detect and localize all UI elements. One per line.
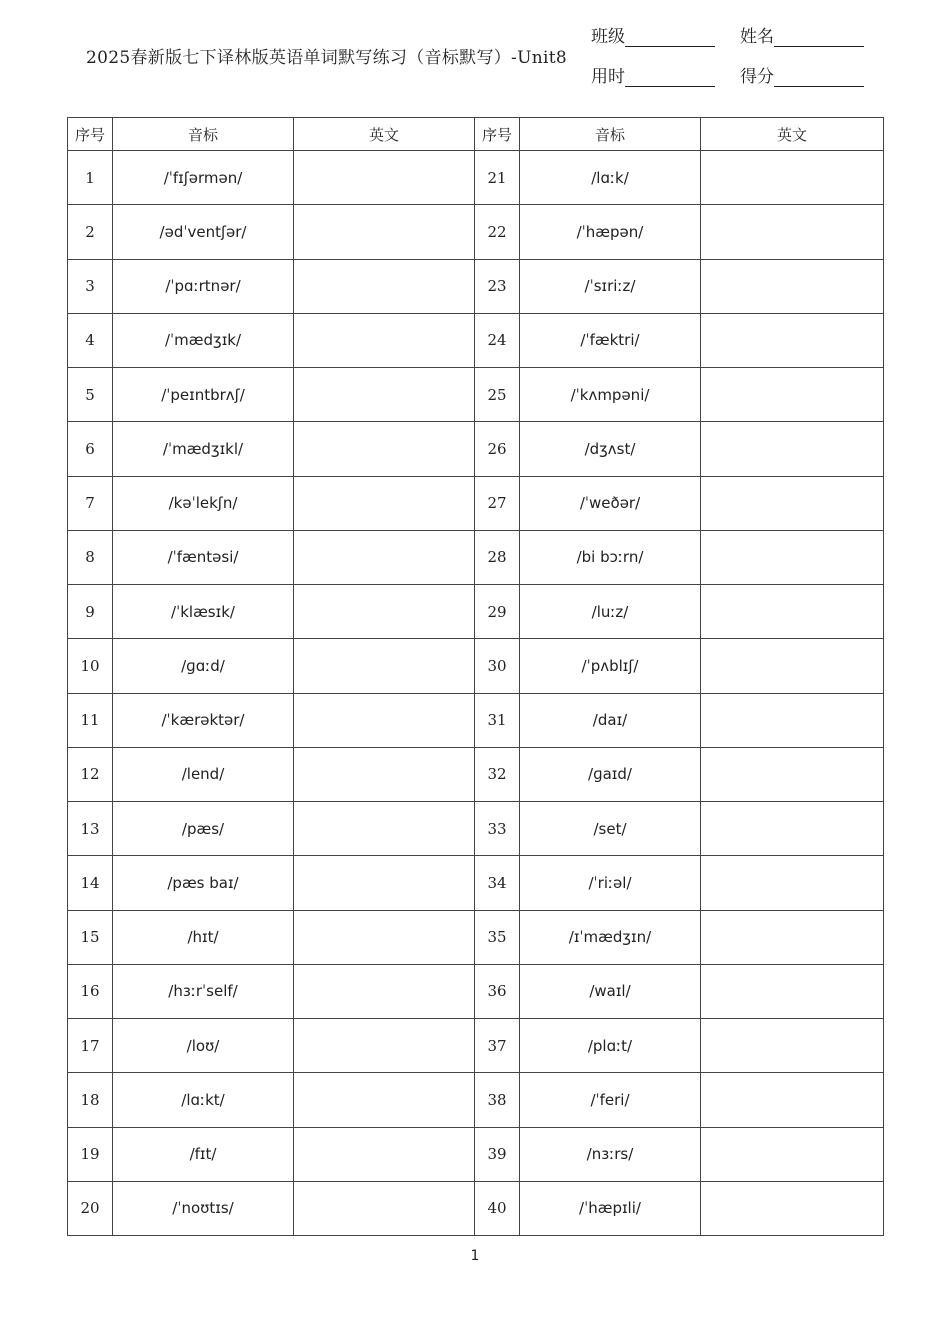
answer-cell-right[interactable] (701, 585, 884, 639)
answer-cell-left[interactable] (294, 1019, 475, 1073)
answer-cell-left[interactable] (294, 802, 475, 856)
phonetic-right: /ˈriːəl/ (520, 856, 701, 910)
phonetic-right: /luːz/ (520, 585, 701, 639)
answer-cell-left[interactable] (294, 476, 475, 530)
phonetic-left: /ədˈventʃər/ (113, 205, 294, 259)
time-blank[interactable] (625, 66, 715, 87)
row-number-right: 28 (475, 530, 520, 584)
row-number-right: 38 (475, 1073, 520, 1127)
table-row (68, 1019, 884, 1073)
phonetic-right: /set/ (520, 802, 701, 856)
phonetic-left: /ˈmædʒɪk/ (113, 313, 294, 367)
phonetic-left: /lɑːkt/ (113, 1073, 294, 1127)
table-header-row (68, 118, 884, 151)
answer-cell-left[interactable] (294, 585, 475, 639)
time-label: 用时 (591, 67, 625, 87)
row-number-left: 1 (68, 151, 113, 205)
phonetic-right: /ˈhæpɪli/ (520, 1181, 701, 1235)
answer-cell-left[interactable] (294, 151, 475, 205)
answer-cell-right[interactable] (701, 802, 884, 856)
phonetic-right: /ˈpʌblɪʃ/ (520, 639, 701, 693)
header-english-left: 英文 (294, 118, 475, 151)
row-number-left: 3 (68, 259, 113, 313)
table-row (68, 1181, 884, 1235)
answer-cell-right[interactable] (701, 1127, 884, 1181)
answer-cell-right[interactable] (701, 1073, 884, 1127)
phonetic-right: /ˈsɪriːz/ (520, 259, 701, 313)
row-number-left: 19 (68, 1127, 113, 1181)
answer-cell-right[interactable] (701, 693, 884, 747)
row-number-left: 9 (68, 585, 113, 639)
class-blank[interactable] (625, 26, 715, 47)
row-number-left: 2 (68, 205, 113, 259)
answer-cell-right[interactable] (701, 639, 884, 693)
table-row (68, 205, 884, 259)
row-number-left: 17 (68, 1019, 113, 1073)
row-number-left: 15 (68, 910, 113, 964)
answer-cell-left[interactable] (294, 368, 475, 422)
answer-cell-left[interactable] (294, 530, 475, 584)
name-blank[interactable] (774, 26, 864, 47)
phonetic-left: /ˈkærəktər/ (113, 693, 294, 747)
table-row (68, 856, 884, 910)
answer-cell-right[interactable] (701, 313, 884, 367)
table-row (68, 476, 884, 530)
phonetic-left: /hɜːrˈself/ (113, 964, 294, 1018)
row-number-left: 20 (68, 1181, 113, 1235)
score-blank[interactable] (774, 66, 864, 87)
answer-cell-right[interactable] (701, 368, 884, 422)
answer-cell-right[interactable] (701, 205, 884, 259)
answer-cell-right[interactable] (701, 856, 884, 910)
name-label: 姓名 (740, 27, 774, 47)
row-number-left: 14 (68, 856, 113, 910)
answer-cell-right[interactable] (701, 151, 884, 205)
row-number-right: 39 (475, 1127, 520, 1181)
page-number: 1 (470, 1248, 480, 1264)
phonetic-right: /ˈfæktri/ (520, 313, 701, 367)
row-number-right: 21 (475, 151, 520, 205)
phonetic-left: /kəˈlekʃn/ (113, 476, 294, 530)
table-row (68, 259, 884, 313)
row-number-right: 37 (475, 1019, 520, 1073)
phonetic-left: /pæs/ (113, 802, 294, 856)
answer-cell-right[interactable] (701, 422, 884, 476)
answer-cell-left[interactable] (294, 1181, 475, 1235)
phonetic-right: /daɪ/ (520, 693, 701, 747)
row-number-left: 5 (68, 368, 113, 422)
header-ipa-right: 音标 (520, 118, 701, 151)
row-number-right: 29 (475, 585, 520, 639)
worksheet-title: 2025春新版七下译林版英语单词默写练习（音标默写）-Unit8 (86, 48, 567, 68)
phonetic-left: /pæs baɪ/ (113, 856, 294, 910)
phonetic-left: /ˈfæntəsi/ (113, 530, 294, 584)
phonetic-left: /ˈnoʊtɪs/ (113, 1181, 294, 1235)
class-field (591, 22, 715, 47)
row-number-right: 23 (475, 259, 520, 313)
table-row (68, 964, 884, 1018)
row-number-left: 18 (68, 1073, 113, 1127)
phonetic-left: /ˈmædʒɪkl/ (113, 422, 294, 476)
row-number-left: 12 (68, 747, 113, 801)
answer-cell-left[interactable] (294, 747, 475, 801)
table-body (68, 151, 884, 1236)
table-row (68, 585, 884, 639)
phonetic-right: /ˈkʌmpəni/ (520, 368, 701, 422)
row-number-left: 7 (68, 476, 113, 530)
phonetic-left: /lend/ (113, 747, 294, 801)
row-number-left: 4 (68, 313, 113, 367)
table-row (68, 1073, 884, 1127)
answer-cell-left[interactable] (294, 639, 475, 693)
phonetic-right: /plɑːt/ (520, 1019, 701, 1073)
phonetic-left: /ɡɑːd/ (113, 639, 294, 693)
row-number-left: 11 (68, 693, 113, 747)
table-row (68, 802, 884, 856)
table-row (68, 422, 884, 476)
phonetic-left: /ˈpeɪntbrʌʃ/ (113, 368, 294, 422)
answer-cell-right[interactable] (701, 530, 884, 584)
header-number-left: 序号 (68, 118, 113, 151)
answer-cell-right[interactable] (701, 1019, 884, 1073)
header-english-right: 英文 (701, 118, 884, 151)
row-number-right: 33 (475, 802, 520, 856)
answer-cell-left[interactable] (294, 205, 475, 259)
phonetic-left: /loʊ/ (113, 1019, 294, 1073)
table-row (68, 747, 884, 801)
answer-cell-left[interactable] (294, 259, 475, 313)
answer-cell-left[interactable] (294, 964, 475, 1018)
phonetic-left: /ˈklæsɪk/ (113, 585, 294, 639)
phonetic-right: /waɪl/ (520, 964, 701, 1018)
phonetic-left: /hɪt/ (113, 910, 294, 964)
row-number-right: 36 (475, 964, 520, 1018)
answer-cell-right[interactable] (701, 964, 884, 1018)
score-label: 得分 (740, 67, 774, 87)
row-number-right: 22 (475, 205, 520, 259)
phonetic-right: /bi bɔːrn/ (520, 530, 701, 584)
answer-cell-left[interactable] (294, 856, 475, 910)
answer-cell-left[interactable] (294, 313, 475, 367)
time-field (591, 62, 715, 87)
row-number-right: 24 (475, 313, 520, 367)
table-row (68, 151, 884, 205)
header-ipa-left: 音标 (113, 118, 294, 151)
row-number-right: 30 (475, 639, 520, 693)
row-number-right: 31 (475, 693, 520, 747)
row-number-right: 40 (475, 1181, 520, 1235)
table-row (68, 1127, 884, 1181)
phonetic-right: /ˈferi/ (520, 1073, 701, 1127)
table-row (68, 910, 884, 964)
table-row (68, 693, 884, 747)
dictation-table (67, 117, 884, 1236)
row-number-left: 6 (68, 422, 113, 476)
row-number-right: 34 (475, 856, 520, 910)
table-row (68, 639, 884, 693)
row-number-right: 25 (475, 368, 520, 422)
phonetic-right: /ɪˈmædʒɪn/ (520, 910, 701, 964)
name-field (740, 22, 864, 47)
phonetic-right: /ˈweðər/ (520, 476, 701, 530)
score-field (740, 62, 864, 87)
phonetic-right: /dʒʌst/ (520, 422, 701, 476)
phonetic-left: /ˈfɪʃərmən/ (113, 151, 294, 205)
answer-cell-left[interactable] (294, 1073, 475, 1127)
phonetic-right: /lɑːk/ (520, 151, 701, 205)
answer-cell-left[interactable] (294, 910, 475, 964)
answer-cell-left[interactable] (294, 1127, 475, 1181)
phonetic-left: /ˈpɑːrtnər/ (113, 259, 294, 313)
table-row (68, 530, 884, 584)
row-number-right: 26 (475, 422, 520, 476)
row-number-right: 27 (475, 476, 520, 530)
answer-cell-right[interactable] (701, 476, 884, 530)
phonetic-right: /nɜːrs/ (520, 1127, 701, 1181)
header-number-right: 序号 (475, 118, 520, 151)
row-number-left: 13 (68, 802, 113, 856)
phonetic-right: /ˈhæpən/ (520, 205, 701, 259)
row-number-left: 16 (68, 964, 113, 1018)
class-label: 班级 (591, 27, 625, 47)
row-number-right: 32 (475, 747, 520, 801)
answer-cell-right[interactable] (701, 747, 884, 801)
phonetic-right: /ɡaɪd/ (520, 747, 701, 801)
answer-cell-left[interactable] (294, 422, 475, 476)
answer-cell-right[interactable] (701, 1181, 884, 1235)
table-row (68, 368, 884, 422)
phonetic-left: /fɪt/ (113, 1127, 294, 1181)
answer-cell-right[interactable] (701, 910, 884, 964)
row-number-right: 35 (475, 910, 520, 964)
answer-cell-left[interactable] (294, 693, 475, 747)
table-row (68, 313, 884, 367)
answer-cell-right[interactable] (701, 259, 884, 313)
row-number-left: 8 (68, 530, 113, 584)
row-number-left: 10 (68, 639, 113, 693)
